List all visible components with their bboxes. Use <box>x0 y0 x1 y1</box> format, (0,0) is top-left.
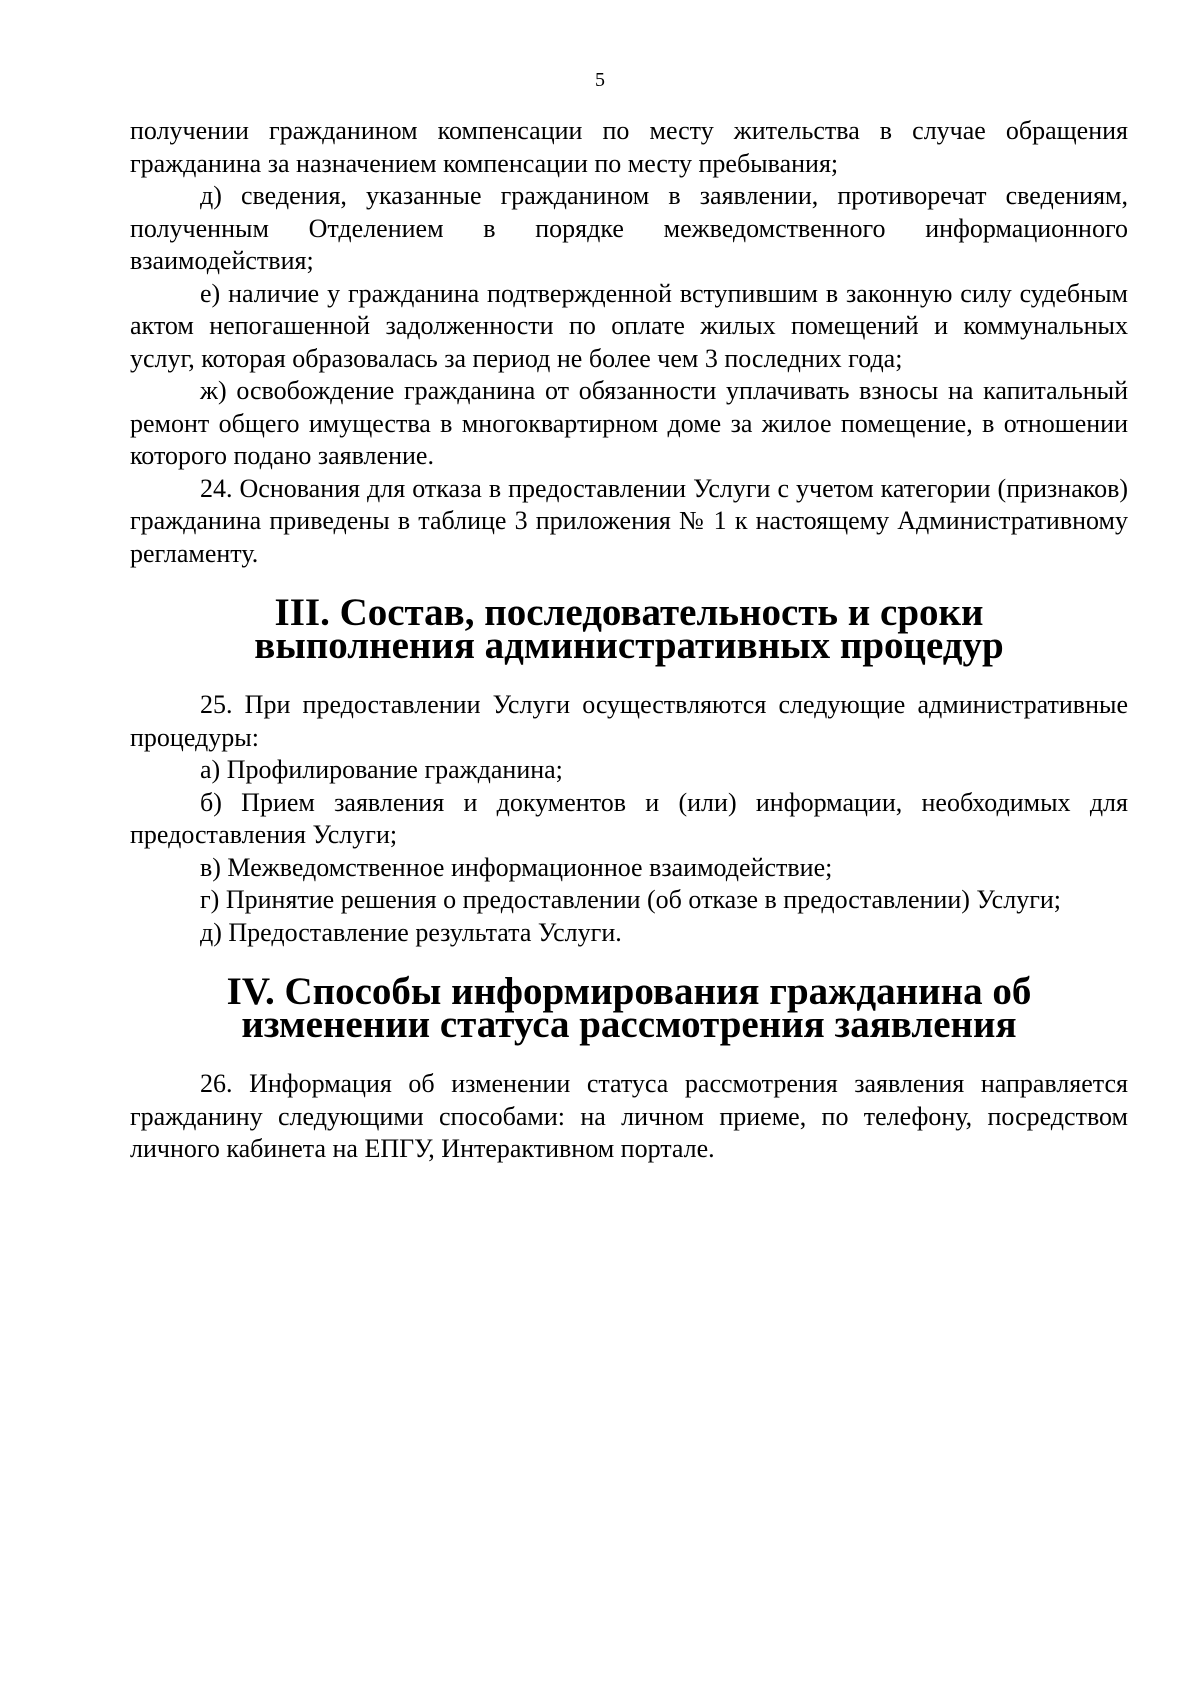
paragraph-item-zh: ж) освобождение гражданина от обязанности уплачивать взносы на капитальный ремонт общего имущества в многоквартирном доме за жилое помещение, в отношении которого подано заявление. <box>130 376 1128 470</box>
paragraph-25-d: д) Предоставление результата Услуги. <box>200 917 622 947</box>
paragraph-25: 25. При предоставлении Услуги осуществляются следующие административные процедуры: <box>130 690 1128 752</box>
paragraph-25-g: г) Принятие решения о предоставлении (об отказе в предоставлении) Услуги; <box>200 885 1061 914</box>
section-3-heading: III. Состав, последовательность и сроки выполнения административных процедур <box>254 591 1004 667</box>
paragraph-25-v: в) Межведомственное информационное взаимодействие; <box>200 852 833 882</box>
page-number: 5 <box>595 69 605 91</box>
paragraph-26: 26. Информация об изменении статуса рассмотрения заявления направляется гражданину следующими способами: на личном приеме, по телефону, посредством личного кабинета на ЕПГУ, Интерактивном портале. <box>130 1069 1128 1163</box>
paragraph-25-b: б) Прием заявления и документов и (или) информации, необходимых для предоставления Услуги; <box>130 787 1128 849</box>
paragraph-24: 24. Основания для отказа в предоставлении Услуги с учетом категории (признаков) гражданина приведены в таблице 3 приложения № 1 к настоящему Административному регламенту. <box>130 473 1128 568</box>
paragraph-item-d: д) сведения, указанные гражданином в заявлении, противоречат сведениям, полученным Отделением в порядке межведомственного информационного взаимодействия; <box>130 181 1128 275</box>
paragraph-item-e: е) наличие у гражданина подтвержденной вступившим в законную силу судебным актом непогашенной задолженности по оплате жилых помещений и коммунальных услуг, которая образовалась за период не более чем 3 последних года; <box>130 278 1128 373</box>
paragraph-25-a: а) Профилирование гражданина; <box>200 755 563 784</box>
section-4-heading: IV. Способы информирования гражданина об изменении статуса рассмотрения заявления <box>226 970 1032 1046</box>
paragraph-continuation: получении гражданином компенсации по месту жительства в случае обращения гражданина за назначением компенсации по месту пребывания; <box>130 116 1128 178</box>
document-body <box>130 115 1128 1166</box>
